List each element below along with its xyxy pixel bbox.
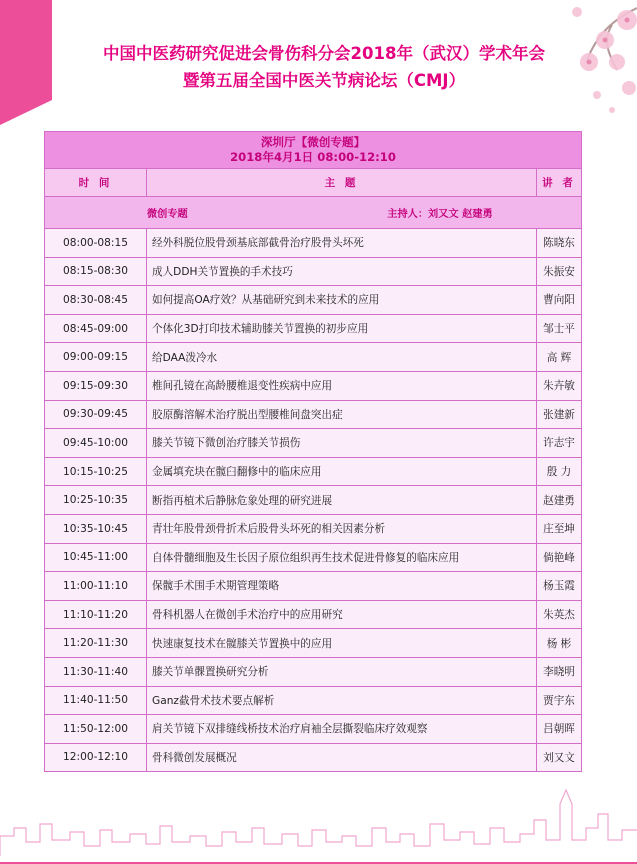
row-speaker: 倘艳峰: [537, 543, 582, 572]
row-topic: Ganz截骨术技术要点解析: [147, 686, 537, 715]
row-speaker: 朱英杰: [537, 600, 582, 629]
row-time: 11:20-11:30: [45, 629, 147, 658]
row-speaker: 李晓明: [537, 657, 582, 686]
row-speaker: 邹士平: [537, 314, 582, 343]
row-speaker: 贾宇东: [537, 686, 582, 715]
row-time: 10:45-11:00: [45, 543, 147, 572]
row-speaker: 高 辉: [537, 343, 582, 372]
row-topic: 膝关节单髁置换研究分析: [147, 657, 537, 686]
topic-column-header: 主 题: [147, 169, 537, 197]
row-topic: 如何提高OA疗效？从基础研究到未来技术的应用: [147, 286, 537, 315]
venue-label: 深圳厅【微创专题】: [260, 135, 366, 149]
row-time: 08:00-08:15: [45, 229, 147, 258]
row-speaker: 杨 彬: [537, 629, 582, 658]
row-time: 12:00-12:10: [45, 743, 147, 772]
schedule-datetime: 2018年4月1日 08:00-12:10: [230, 150, 396, 164]
row-topic: 膝关节镜下微创治疗膝关节损伤: [147, 429, 537, 458]
conference-title: [54, 40, 594, 94]
row-time: 10:35-10:45: [45, 514, 147, 543]
row-time: 10:15-10:25: [45, 457, 147, 486]
row-topic: 骨科微创发展概况: [147, 743, 537, 772]
row-topic: 个体化3D打印技术辅助膝关节置换的初步应用: [147, 314, 537, 343]
row-speaker: 吕朝晖: [537, 715, 582, 744]
row-topic: 骨科机器人在微创手术治疗中的应用研究: [147, 600, 537, 629]
row-topic: 金属填充块在髋臼翻修中的临床应用: [147, 457, 537, 486]
row-time: 08:30-08:45: [45, 286, 147, 315]
row-speaker: 张建新: [537, 400, 582, 429]
schedule-row: [45, 657, 582, 686]
schedule-row: [45, 715, 582, 744]
row-speaker: 朱卉敏: [537, 371, 582, 400]
schedule-row: [45, 572, 582, 601]
row-topic: 经外科脱位股骨颈基底部截骨治疗股骨头坏死: [147, 229, 537, 258]
row-topic: 青壮年股骨颈骨折术后股骨头坏死的相关因素分析: [147, 514, 537, 543]
schedule-row: [45, 600, 582, 629]
row-topic: 自体骨髓细胞及生长因子原位组织再生技术促进骨修复的临床应用: [147, 543, 537, 572]
row-speaker: 庄至坤: [537, 514, 582, 543]
speaker-column-header: 讲 者: [537, 169, 582, 197]
row-time: 09:45-10:00: [45, 429, 147, 458]
row-time: 10:25-10:35: [45, 486, 147, 515]
title-line-2: 暨第五届全国中医关节病论坛（CMJ）: [182, 71, 466, 90]
schedule-row: [45, 743, 582, 772]
schedule-row: [45, 229, 582, 258]
row-time: 08:15-08:30: [45, 257, 147, 286]
title-line-1: 中国中医药研究促进会骨伤科分会2018年（武汉）学术年会: [103, 44, 545, 63]
schedule-row: [45, 486, 582, 515]
session-hosts: 主持人：刘又文 赵建勇: [387, 209, 493, 220]
row-time: 11:30-11:40: [45, 657, 147, 686]
row-speaker: 陈晓东: [537, 229, 582, 258]
schedule-row: [45, 314, 582, 343]
schedule-row: [45, 371, 582, 400]
row-time: 08:45-09:00: [45, 314, 147, 343]
row-topic: 肩关节镜下双排缝线桥技术治疗肩袖全层撕裂临床疗效观察: [147, 715, 537, 744]
schedule-row: [45, 543, 582, 572]
row-topic: 成人DDH关节置换的手术技巧: [147, 257, 537, 286]
schedule-table: [44, 131, 582, 772]
time-column-header: 时 间: [45, 169, 147, 197]
row-time: 11:00-11:10: [45, 572, 147, 601]
row-speaker: 刘又文: [537, 743, 582, 772]
row-speaker: 朱振安: [537, 257, 582, 286]
schedule-row: [45, 514, 582, 543]
city-skyline-decoration: [0, 784, 637, 864]
row-speaker: 许志宇: [537, 429, 582, 458]
schedule-row: [45, 286, 582, 315]
schedule-row: [45, 429, 582, 458]
column-header-row: [45, 169, 582, 197]
row-topic: 椎间孔镜在高龄腰椎退变性疾病中应用: [147, 371, 537, 400]
row-time: 09:30-09:45: [45, 400, 147, 429]
row-topic: 保髋手术围手术期管理策略: [147, 572, 537, 601]
schedule-row: [45, 257, 582, 286]
row-topic: 给DAA泼冷水: [147, 343, 537, 372]
row-time: 11:40-11:50: [45, 686, 147, 715]
row-time: 09:15-09:30: [45, 371, 147, 400]
schedule-row: [45, 686, 582, 715]
schedule-row: [45, 343, 582, 372]
row-topic: 断指再植术后静脉危象处理的研究进展: [147, 486, 537, 515]
session-row: [45, 197, 582, 229]
session-name: 微创专题: [147, 209, 188, 220]
schedule-row: [45, 629, 582, 658]
schedule-row: [45, 400, 582, 429]
row-time: 11:50-12:00: [45, 715, 147, 744]
pink-corner-decoration: [0, 0, 60, 125]
row-topic: 快速康复技术在髋膝关节置换中的应用: [147, 629, 537, 658]
row-time: 11:10-11:20: [45, 600, 147, 629]
row-time: 09:00-09:15: [45, 343, 147, 372]
row-speaker: 曹向阳: [537, 286, 582, 315]
schedule-row: [45, 457, 582, 486]
row-speaker: 殷 力: [537, 457, 582, 486]
schedule-banner: [45, 132, 582, 169]
row-speaker: 杨玉霞: [537, 572, 582, 601]
row-topic: 胶原酶溶解术治疗脱出型腰椎间盘突出症: [147, 400, 537, 429]
row-speaker: 赵建勇: [537, 486, 582, 515]
